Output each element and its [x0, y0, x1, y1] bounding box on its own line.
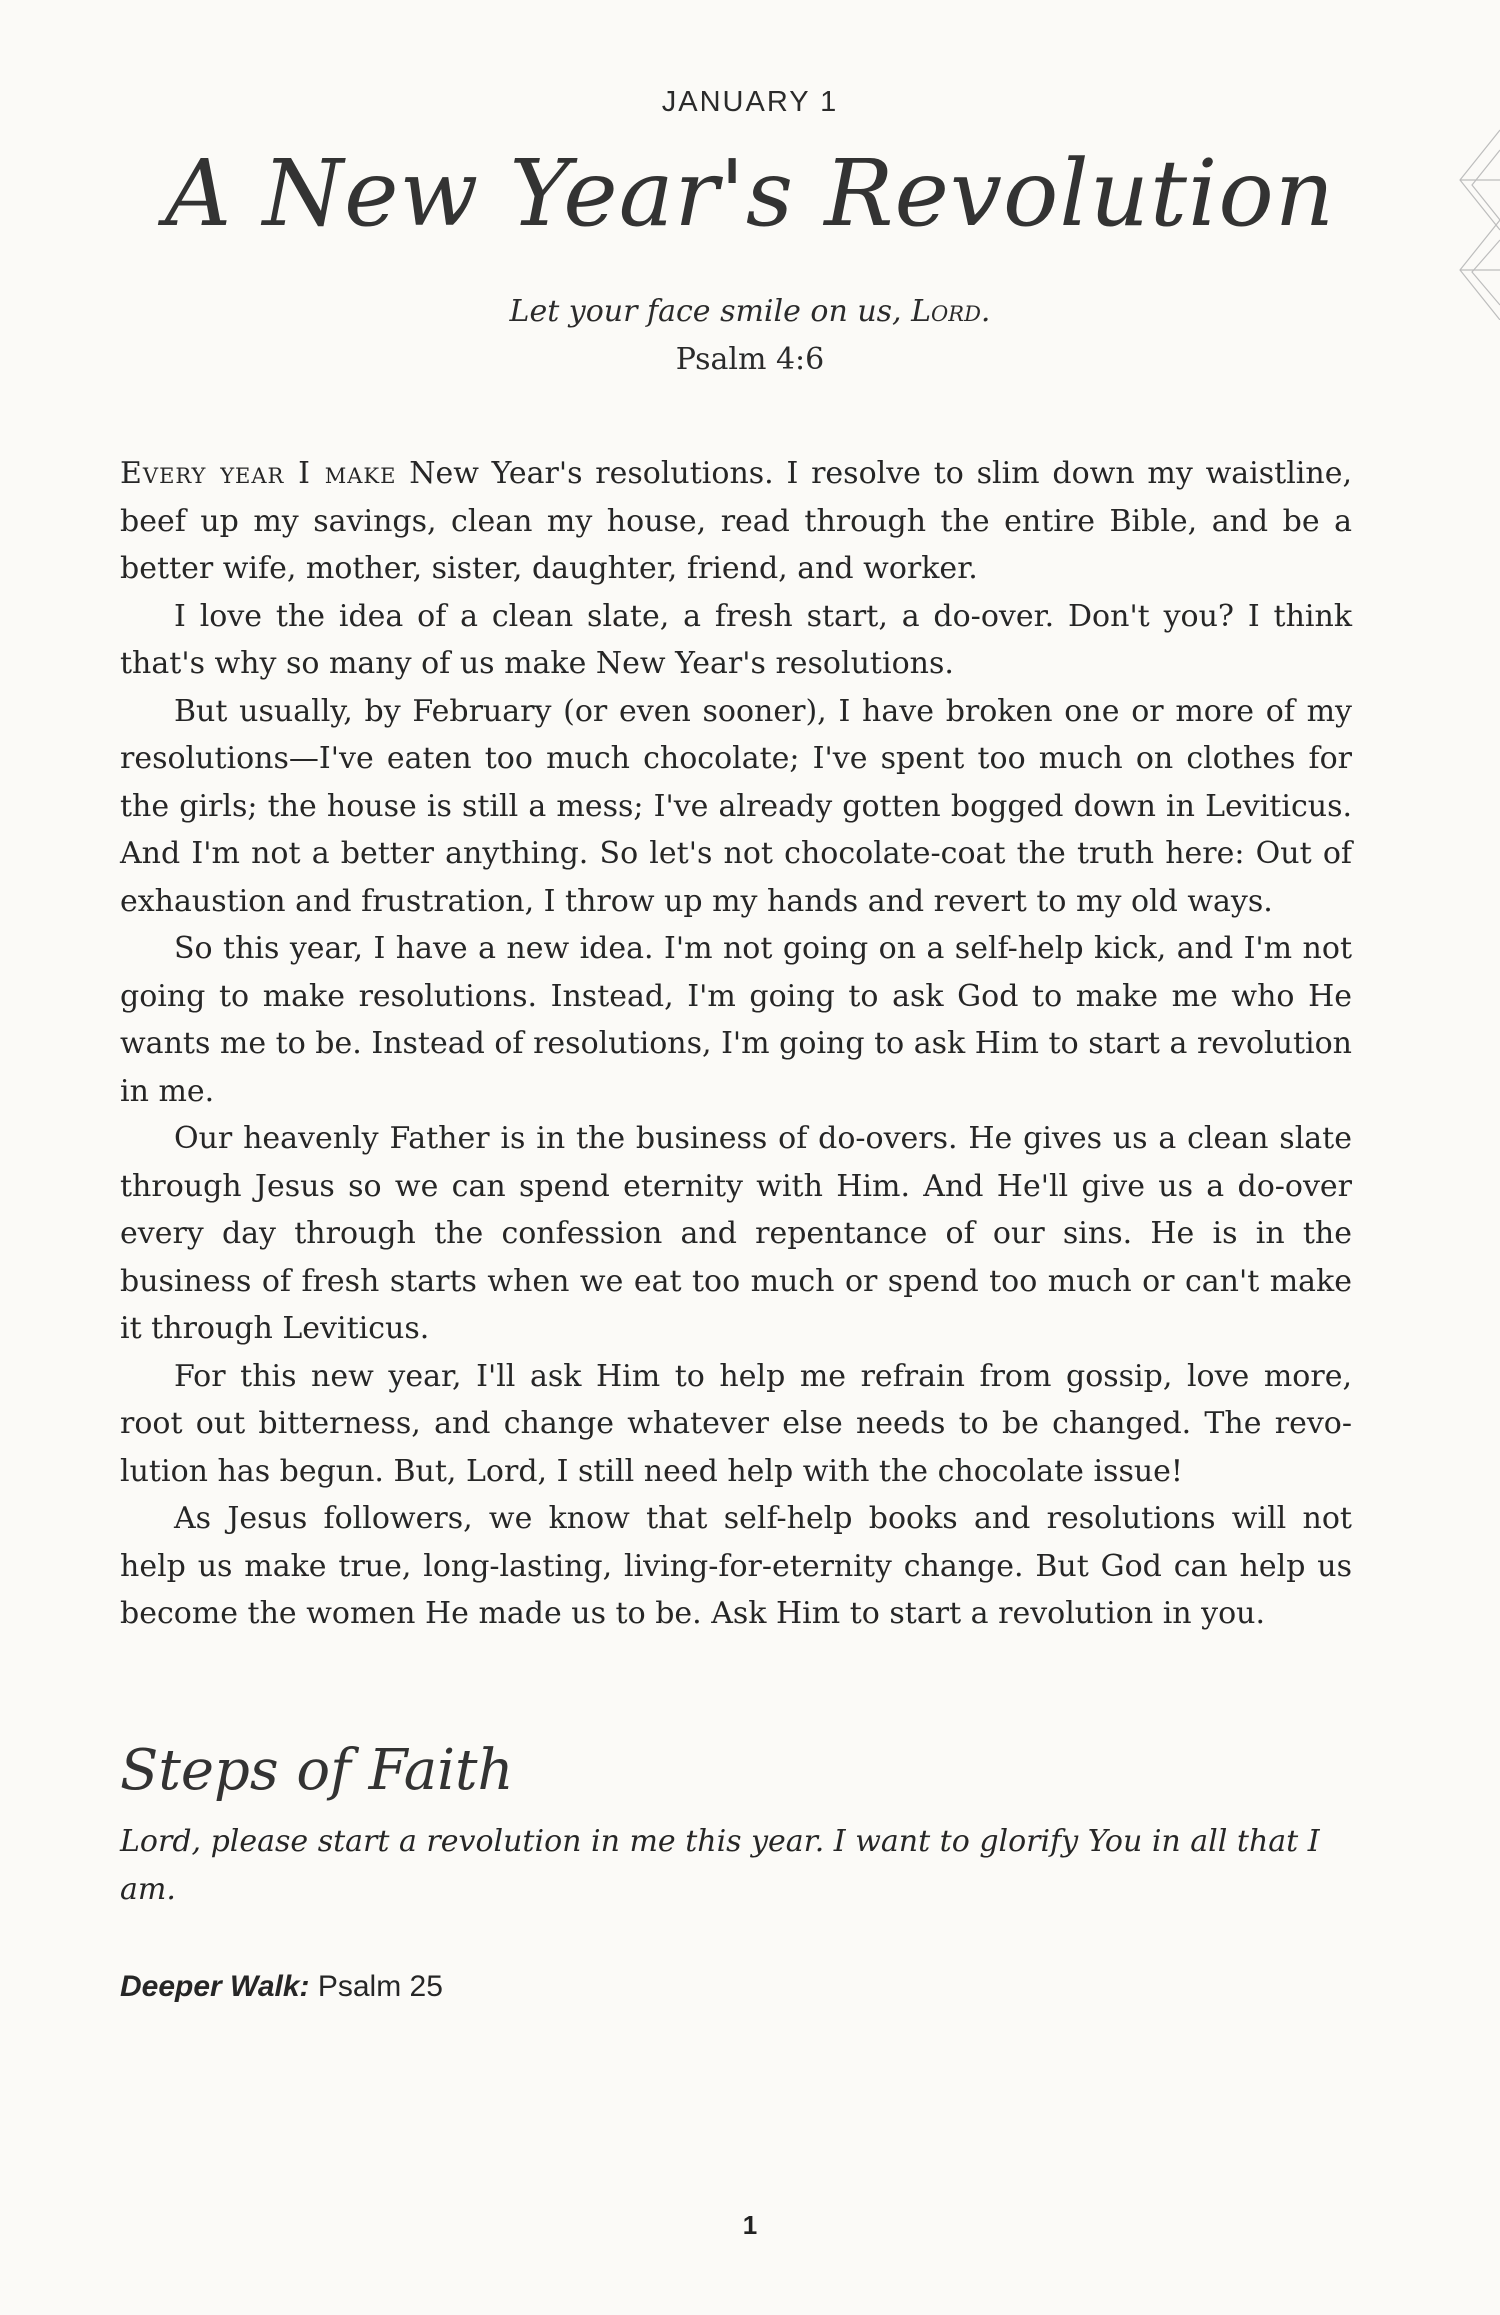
deeper-walk-reference: Psalm 25 [309, 1970, 443, 2003]
page-title: A New Year's Revolution [164, 140, 1336, 247]
epigraph-reference: Psalm 4:6 [675, 342, 825, 377]
paragraph-3: But usually, by February (or even sooner), I have broken one or more of my resolutions—I've eaten too much chocolate; I've spent too much on clothes for the girls; the house is still a mess; I've already gotten bogged down in Leviticus. And I'm not a better anything. So let's not chocolate-coat the truth here: Out of exhaustion and frustration, I throw up my hands and revert to my old ways. [120, 693, 1352, 919]
paragraph-5: Our heavenly Father is in the business of do-overs. He gives us a clean slate through Jesus so we can spend eternity with Him. And He'll give us a do-over every day through the confession and repentance of our sins. He is in the business of fresh starts when we eat too much or spend too much or can't make it through Leviticus. [120, 1121, 1352, 1346]
epigraph-quote-text: Let your face smile on us, [509, 294, 912, 329]
page-number: 1 [742, 2210, 758, 2240]
paragraph-6: For this new year, I'll ask Him to help me refrain from gossip, love more, root out bitterness, and change whatever else needs to be changed. The revolution has begun. But, Lord, I still need help with the chocolate issue! [120, 1358, 1352, 1489]
epigraph [0, 288, 1500, 384]
paragraph-1 [120, 450, 1352, 593]
steps-of-faith-heading: Steps of Faith [120, 1738, 514, 1803]
paragraph-1-text: New Year's resolutions. I resolve to slim down my waistline, beef up my savings, clean my house, read through the entire Bible, and be a better wife, mother, sister, daughter, friend, and worker. [120, 456, 1353, 586]
opening-smallcaps: Every year I make [120, 456, 397, 491]
prayer-text: Lord, please start a revolution in me this year. I want to glorify You in all that I am. [120, 1824, 1320, 1907]
paragraph-2: I love the idea of a clean slate, a fresh start, a do-over. Don't you? I think that's why so many of us make New Year's resolutions. [120, 598, 1352, 681]
deeper-walk-label: Deeper Walk: [120, 1970, 310, 2003]
deeper-walk [120, 1970, 443, 2004]
epigraph-quote-lord: Lord. [911, 294, 991, 329]
epigraph-quote [0, 288, 1500, 336]
paragraph-4: So this year, I have a new idea. I'm not going on a self-help kick, and I'm not going to make resolutions. Instead, I'm going to ask God to make me who He wants me to be. Instead of resolutions, I'm going to ask Him to start a revolution in me. [120, 931, 1352, 1109]
paragraph-7: As Jesus followers, we know that self-help books and resolutions will not help us make true, long-lasting, living-for-eternity change. But God can help us become the women He made us to be. Ask Him to start a revolution in you. [120, 1501, 1352, 1631]
entry-date: JANUARY 1 [661, 86, 839, 118]
devotional-body [120, 450, 1352, 1638]
